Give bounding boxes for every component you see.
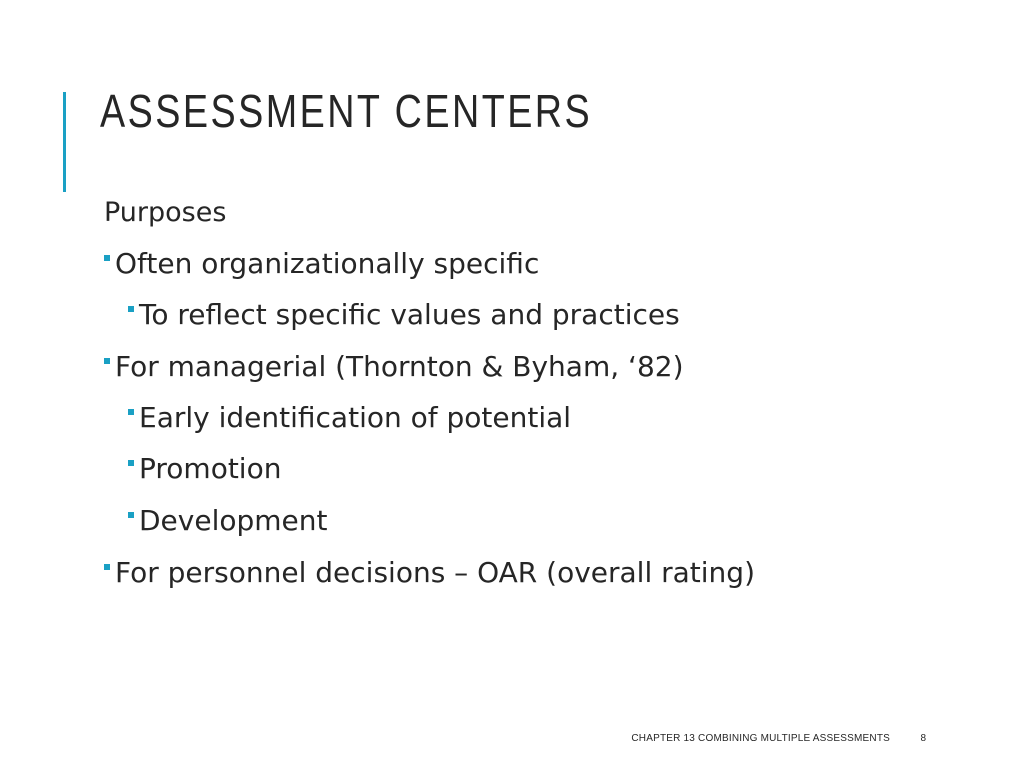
- list-item: [128, 452, 281, 486]
- page-number: 8: [920, 733, 926, 744]
- list-item: [104, 556, 755, 590]
- list-item-text: For personnel decisions – OAR (overall rating): [115, 556, 755, 589]
- square-bullet-icon: [128, 409, 134, 415]
- list-item: [128, 298, 680, 332]
- square-bullet-icon: [104, 358, 110, 364]
- square-bullet-icon: [128, 512, 134, 518]
- list-item: [104, 247, 539, 281]
- square-bullet-icon: [104, 255, 110, 261]
- list-item: [104, 196, 226, 230]
- square-bullet-icon: [104, 564, 110, 570]
- list-item: [128, 401, 571, 435]
- slide-title: ASSESSMENT CENTERS: [100, 85, 593, 137]
- list-item-text: For managerial (Thornton & Byham, ‘82): [115, 350, 684, 383]
- list-item: [128, 504, 328, 538]
- list-item-text: To reflect specific values and practices: [139, 298, 680, 331]
- list-item-text: Early identification of potential: [139, 401, 572, 434]
- square-bullet-icon: [128, 460, 134, 466]
- title-accent-bar: [63, 92, 66, 192]
- list-item-text: Development: [139, 504, 328, 537]
- list-item-text: Often organizationally specific: [115, 247, 540, 280]
- list-item: [104, 350, 684, 384]
- list-item-text: Purposes: [104, 197, 227, 228]
- footer-chapter: CHAPTER 13 COMBINING MULTIPLE ASSESSMENTS: [631, 733, 890, 744]
- list-item-text: Promotion: [139, 452, 282, 485]
- square-bullet-icon: [128, 306, 134, 312]
